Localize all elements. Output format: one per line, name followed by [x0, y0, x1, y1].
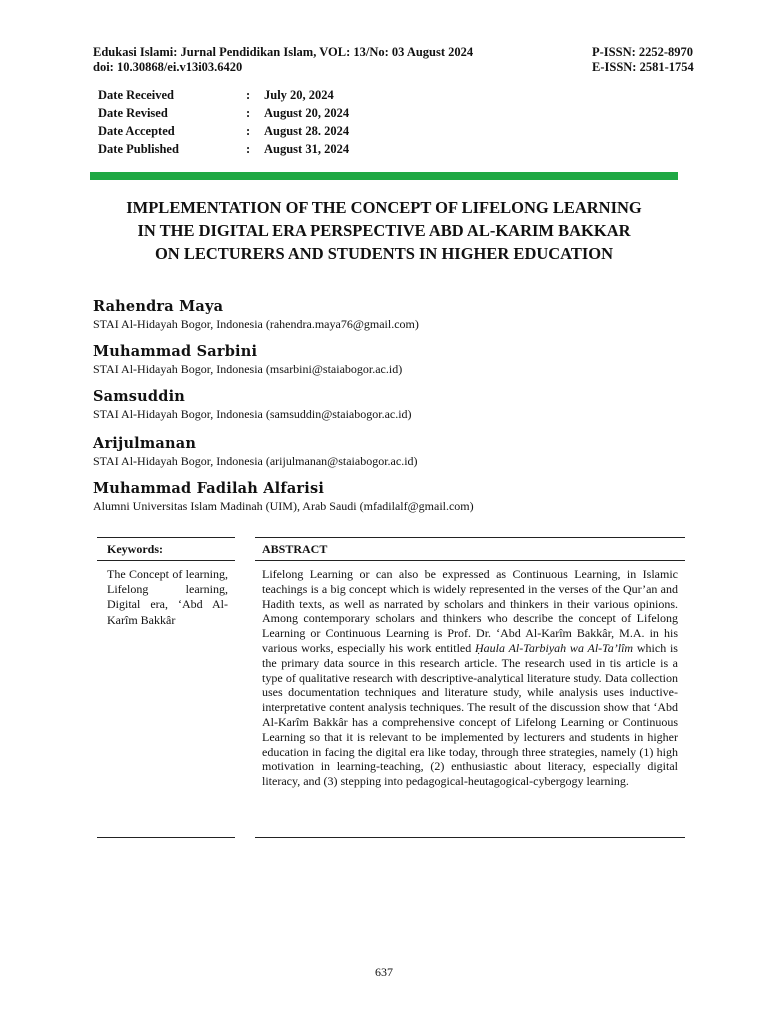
author-name: Muhammad Fadilah Alfarisi — [93, 480, 325, 497]
eissn: E-ISSN: 2581-1754 — [592, 60, 694, 74]
author-affiliation: STAI Al-Hidayah Bogor, Indonesia (arijulmanan@staiabogor.ac.id) — [93, 454, 418, 468]
green-divider — [90, 172, 678, 180]
date-colon: : — [246, 142, 251, 156]
date-value: August 28. 2024 — [264, 124, 350, 138]
abstract-part1: Lifelong Learning or can also be expressed as Continuous Learning, in Islamic teachings is a big concept which is widely represented in the verses of the Qur’an and Hadith texts, as well as narrated by scholars and thinkers in their various opinions. Among contemporary scholars and thinkers who describe the concept of Lifelong Learning or Continuous Learning is Prof. Dr. ‘Abd Al-Karîm Bakkâr, M.A. in his various works, especially his work entitled — [262, 567, 678, 655]
date-row — [98, 140, 349, 158]
author-name: Rahendra Maya — [93, 298, 224, 315]
date-label: Date Accepted — [98, 124, 175, 138]
author-affiliation: STAI Al-Hidayah Bogor, Indonesia (msarbini@staiabogor.ac.id) — [93, 362, 403, 376]
author-name: Arijulmanan — [93, 435, 197, 452]
page-number: 637 — [375, 965, 393, 979]
paper-title — [90, 196, 678, 265]
title-line: ON LECTURERS AND STUDENTS IN HIGHER EDUCATION — [154, 244, 614, 263]
date-label: Date Published — [98, 142, 179, 156]
doi-line: doi: 10.30868/ei.v13i03.6420 — [93, 60, 243, 74]
article-dates — [98, 86, 349, 158]
date-row — [98, 86, 349, 104]
abstract-part2: which is the primary data source in this research article. The research used in tis article is a type of qualitative research with descriptive-analytical literature study. Data collection uses documentation techniques and literature study, while analysis uses inductive-interpretative content analysis techniques. The result of the discussion show that ‘Abd Al-Karîm Bakkâr has a comprehensive concept of Lifelong Learning or Continuous Learning so that it is relevant to be implemented by lecturers and students in higher education in facing the digital era like today, through three strategies, namely (1) high motivation in learning-teaching, (2) enthusiastic about literacy, especially digital literacy, and (3) stepping into pedagogical-heutagogical-cybergogy learning. — [262, 640, 678, 789]
author-affiliation: STAI Al-Hidayah Bogor, Indonesia (rahendra.maya76@gmail.com) — [93, 317, 419, 331]
abstract-bottom-rule — [255, 837, 685, 838]
abstract-heading: ABSTRACT — [262, 542, 328, 556]
abstract-book-title: Ḥaula Al-Tarbiyah wa Al-Ta’lîm — [475, 640, 634, 655]
author-block — [93, 480, 474, 514]
title-line: IMPLEMENTATION OF THE CONCEPT OF LIFELONG LEARNING — [126, 198, 642, 217]
keywords-top-rule — [97, 537, 235, 538]
date-value: July 20, 2024 — [264, 88, 334, 102]
author-block — [93, 298, 419, 332]
keywords-bottom-rule — [97, 837, 235, 838]
date-row — [98, 104, 349, 122]
date-colon: : — [246, 106, 251, 120]
pissn: P-ISSN: 2252-8970 — [592, 45, 694, 59]
date-value: August 31, 2024 — [264, 142, 350, 156]
keywords-head-rule — [97, 560, 235, 561]
date-label: Date Received — [98, 88, 175, 102]
abstract-head-rule — [255, 560, 685, 561]
author-block — [93, 343, 402, 377]
abstract-text — [262, 567, 678, 789]
author-affiliation: Alumni Universitas Islam Madinah (UIM), Arab Saudi (mfadilalf@gmail.com) — [93, 499, 474, 513]
date-colon: : — [246, 124, 251, 138]
date-value: August 20, 2024 — [264, 106, 350, 120]
author-name: Muhammad Sarbini — [93, 343, 258, 360]
author-block — [93, 388, 412, 422]
date-label: Date Revised — [98, 106, 168, 120]
title-line: IN THE DIGITAL ERA PERSPECTIVE ABD AL-KARIM BAKKAR — [137, 221, 631, 240]
journal-line: Edukasi Islami: Jurnal Pendidikan Islam, VOL: 13/No: 03 August 2024 — [93, 45, 474, 59]
author-block — [93, 435, 418, 469]
author-affiliation: STAI Al-Hidayah Bogor, Indonesia (samsuddin@staiabogor.ac.id) — [93, 407, 412, 421]
abstract-top-rule — [255, 537, 685, 538]
keywords-heading: Keywords: — [107, 542, 163, 556]
date-colon: : — [246, 88, 251, 102]
author-name: Samsuddin — [93, 388, 186, 405]
keywords-text: The Concept of learning, Lifelong learning, Digital era, ‘Abd Al-Karîm Bakkâr — [107, 567, 228, 627]
date-row — [98, 122, 349, 140]
